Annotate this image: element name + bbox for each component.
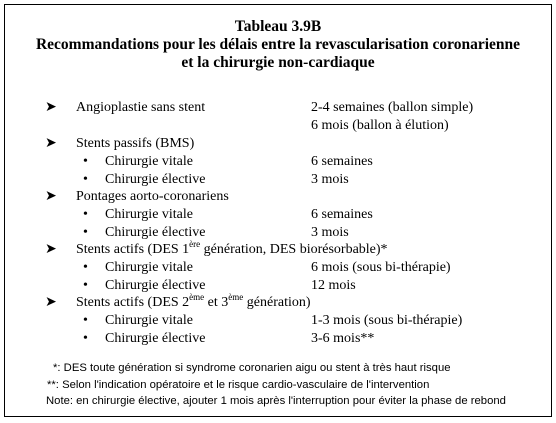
row-bms-elective (5, 171, 551, 188)
label-superscript: ème (228, 292, 244, 302)
row-angioplastie (5, 99, 551, 116)
arrow-bullet-icon: ➤ (45, 242, 57, 257)
arrow-bullet-icon: ➤ (45, 189, 57, 204)
row-des2-elective (5, 330, 551, 347)
row-label (76, 294, 311, 311)
row-value: 2-4 semaines (ballon simple) (311, 100, 474, 115)
row-bms (5, 135, 551, 152)
round-bullet-icon: • (83, 278, 88, 293)
round-bullet-icon: • (83, 331, 88, 346)
table-frame (4, 4, 552, 417)
row-label: Chirurgie vitale (105, 207, 193, 222)
row-label (76, 241, 388, 258)
row-value: 6 mois (sous bi-thérapie) (311, 260, 451, 275)
row-value: 3 mois (311, 225, 349, 240)
row-pontages-vitale (5, 206, 551, 223)
row-value: 3 mois (311, 172, 349, 187)
round-bullet-icon: • (83, 313, 88, 328)
row-pontages (5, 188, 551, 205)
footnote-2: **: Selon l'indication opératoire et le risque cardio-vasculaire de l'intervention (47, 379, 430, 391)
row-label: Chirurgie vitale (105, 154, 193, 169)
round-bullet-icon: • (83, 260, 88, 275)
footnote-note: Note: en chirurgie élective, ajouter 1 mois après l'interruption pour éviter la phase de rebond (46, 395, 506, 407)
label-part: Stents actifs (DES 2 (76, 295, 190, 310)
arrow-bullet-icon: ➤ (45, 295, 57, 310)
round-bullet-icon: • (83, 225, 88, 240)
table-number: Tableau 3.9B (234, 18, 322, 35)
label-part: génération, DES biorésorbable)* (200, 242, 388, 257)
row-label: Pontages aorto-coronariens (76, 189, 229, 204)
row-des1-vitale (5, 259, 551, 276)
row-value: 3-6 mois** (311, 331, 375, 346)
label-superscript: ème (189, 292, 205, 302)
row-des2 (5, 294, 551, 311)
row-label: Chirurgie élective (105, 225, 206, 240)
row-value: 12 mois (311, 278, 356, 293)
row-des2-vitale (5, 312, 551, 329)
row-pontages-elective (5, 224, 551, 241)
row-label: Chirurgie élective (105, 278, 206, 293)
label-part: et 3 (204, 295, 229, 310)
table-title-line-2: et la chirurgie non-cardiaque (181, 54, 375, 71)
label-superscript: ère (189, 239, 201, 249)
arrow-bullet-icon: ➤ (45, 100, 57, 115)
row-label: Chirurgie élective (105, 172, 206, 187)
row-label: Chirurgie élective (105, 331, 206, 346)
row-label: Chirurgie vitale (105, 313, 193, 328)
row-angioplastie-extra (5, 117, 551, 134)
row-value: 6 semaines (311, 207, 373, 222)
table-title-line-1: Recommandations pour les délais entre la revascularisation coronarienne (35, 36, 521, 53)
label-part: génération) (243, 295, 311, 310)
round-bullet-icon: • (83, 207, 88, 222)
row-value: 6 mois (ballon à élution) (311, 118, 449, 133)
label-part: Stents actifs (DES 1 (76, 242, 190, 257)
row-value: 6 semaines (311, 154, 373, 169)
row-value: 1-3 mois (sous bi-thérapie) (311, 313, 463, 328)
row-bms-vitale (5, 153, 551, 170)
row-label: Angioplastie sans stent (76, 100, 206, 115)
row-des1 (5, 241, 551, 258)
footnote-1: *: DES toute génération si syndrome coronarien aigu ou stent à très haut risque (53, 362, 451, 374)
row-label: Chirurgie vitale (105, 260, 193, 275)
arrow-bullet-icon: ➤ (45, 136, 57, 151)
row-label: Stents passifs (BMS) (76, 136, 195, 151)
round-bullet-icon: • (83, 154, 88, 169)
row-des1-elective (5, 277, 551, 294)
round-bullet-icon: • (83, 172, 88, 187)
